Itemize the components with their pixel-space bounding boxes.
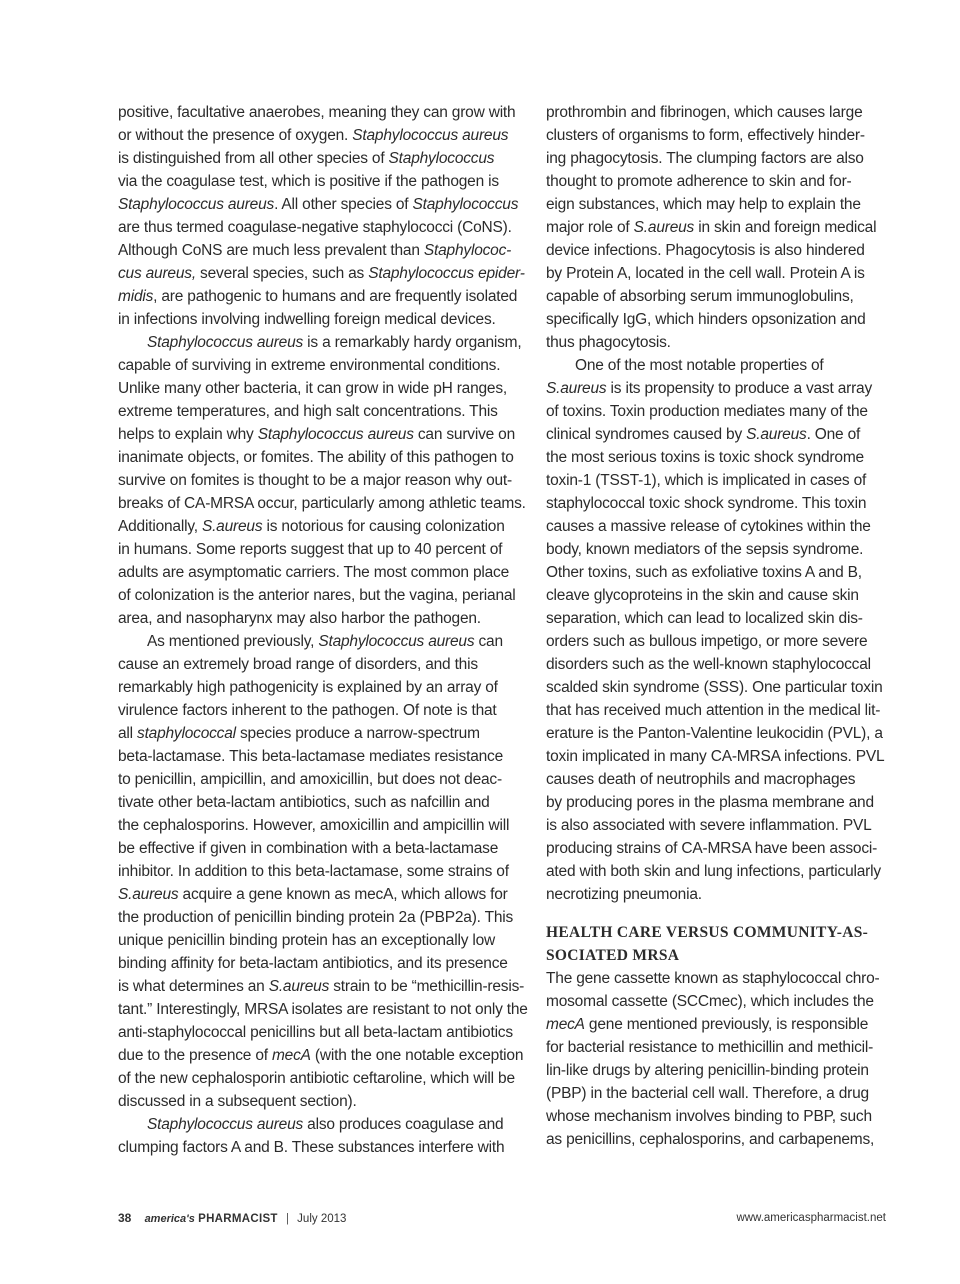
text-run: be effective if given in combination with a beta-lactamase xyxy=(118,840,499,857)
text-run: survive on fomites is thought to be a major reason why out- xyxy=(118,472,512,489)
text-run: thought to promote adherence to skin and for- xyxy=(546,173,852,190)
text-line xyxy=(118,883,528,906)
text-line xyxy=(118,538,528,561)
text-line xyxy=(546,216,886,239)
text-line xyxy=(546,170,886,193)
text-run: device infections. Phagocytosis is also hindered xyxy=(546,242,865,259)
text-run: thus phagocytosis. xyxy=(546,334,671,351)
text-run: tivate other beta-lactam antibiotics, such as nafcillin and xyxy=(118,794,490,811)
text-line xyxy=(546,124,886,147)
text-run: in infections involving indwelling foreign medical devices. xyxy=(118,311,496,328)
text-line xyxy=(546,1082,886,1105)
italic-term: mecA xyxy=(271,1047,311,1064)
text-line xyxy=(118,952,528,975)
text-line xyxy=(118,377,528,400)
text-line xyxy=(118,216,528,239)
text-line xyxy=(118,998,528,1021)
text-run: also produces coagulase and xyxy=(303,1116,504,1133)
text-run: is distinguished from all other species of xyxy=(118,150,389,167)
text-line xyxy=(118,469,528,492)
italic-term: S.aureus xyxy=(268,978,330,995)
text-run: , are pathogenic to humans and are frequently isolated xyxy=(153,288,518,305)
text-line xyxy=(546,469,886,492)
text-line xyxy=(546,1059,886,1082)
italic-term: Staphylococcus aureus xyxy=(318,633,475,650)
text-line xyxy=(546,676,886,699)
text-run: eign substances, which may help to explain the xyxy=(546,196,861,213)
text-line xyxy=(546,630,886,653)
text-run: (PBP) in the bacterial cell wall. Therefore, a drug xyxy=(546,1085,869,1102)
text-line xyxy=(118,239,528,262)
italic-term: Staphylococcus aureus xyxy=(147,334,304,351)
text-run: toxin implicated in many CA-MRSA infections. PVL xyxy=(546,748,885,765)
text-run: lin-like drugs by altering penicillin-binding protein xyxy=(546,1062,869,1079)
text-line xyxy=(546,967,886,990)
text-line xyxy=(546,515,886,538)
text-line xyxy=(118,1067,528,1090)
text-line xyxy=(546,990,886,1013)
text-line xyxy=(118,975,528,998)
text-run: remarkably high pathogenicity is explained by an array of xyxy=(118,679,498,696)
text-line xyxy=(546,561,886,584)
text-run: orders such as bullous impetigo, or more severe xyxy=(546,633,868,650)
text-run: (with the one notable exception xyxy=(310,1047,524,1064)
text-run: due to the presence of xyxy=(118,1047,272,1064)
text-run: in humans. Some reports suggest that up to 40 percent of xyxy=(118,541,503,558)
text-run: prothrombin and fibrinogen, which causes large xyxy=(546,104,863,121)
text-line xyxy=(546,423,886,446)
italic-term: Staphylococcus xyxy=(388,150,495,167)
text-line xyxy=(546,147,886,170)
text-run: are thus termed coagulase-negative staphylococci (CoNS). xyxy=(118,219,512,236)
italic-term: S.aureus xyxy=(633,219,695,236)
italic-term: Staphylococcus xyxy=(412,196,519,213)
italic-term: staphylococcal xyxy=(137,725,236,742)
text-line xyxy=(546,446,886,469)
text-run: separation, which can lead to localized skin dis- xyxy=(546,610,863,627)
text-line xyxy=(118,1021,528,1044)
text-run: positive, facultative anaerobes, meaning they can grow with xyxy=(118,104,516,121)
text-run: anti-staphylococcal penicillins but all beta-lactam antibiotics xyxy=(118,1024,513,1041)
text-line xyxy=(118,446,528,469)
text-line xyxy=(118,400,528,423)
text-line xyxy=(118,814,528,837)
text-line xyxy=(546,400,886,423)
text-line xyxy=(546,860,886,883)
text-line xyxy=(118,653,528,676)
text-run: necrotizing pneumonia. xyxy=(546,886,702,903)
text-line xyxy=(118,101,528,124)
text-line xyxy=(546,101,886,124)
text-run: As mentioned previously, xyxy=(147,633,319,650)
text-run: extreme temperatures, and high salt concentrations. This xyxy=(118,403,498,420)
text-line xyxy=(118,515,528,538)
text-line xyxy=(546,377,886,400)
text-line xyxy=(118,262,528,285)
text-line xyxy=(118,1136,528,1159)
text-line xyxy=(546,239,886,262)
text-run: as penicillins, cephalosporins, and carbapenems, xyxy=(546,1131,875,1148)
italic-term: S.aureus xyxy=(118,886,179,903)
issue-date: July 2013 xyxy=(297,1213,347,1225)
text-line xyxy=(546,308,886,331)
footer-separator: | xyxy=(285,1213,289,1225)
text-run: body, known mediators of the sepsis syndrome. xyxy=(546,541,864,558)
text-run: Although CoNS are much less prevalent than xyxy=(118,242,424,259)
text-line xyxy=(118,193,528,216)
text-run: helps to explain why xyxy=(118,426,258,443)
text-run: virulence factors inherent to the pathogen. Of note is that xyxy=(118,702,497,719)
text-line xyxy=(118,170,528,193)
text-run: unique penicillin binding protein has an exceptionally low xyxy=(118,932,496,949)
text-run: the most serious toxins is toxic shock syndrome xyxy=(546,449,864,466)
text-run: scalded skin syndrome (SSS). One particular toxin xyxy=(546,679,883,696)
text-line xyxy=(118,1044,528,1067)
text-line xyxy=(118,699,528,722)
text-run: adults are asymptomatic carriers. The most common place xyxy=(118,564,510,581)
text-line xyxy=(546,745,886,768)
text-run: One of the most notable properties of xyxy=(575,357,824,374)
text-run: is notorious for causing colonization xyxy=(262,518,505,535)
text-run: Other toxins, such as exfoliative toxins A and B, xyxy=(546,564,862,581)
magazine-name: PHARMACIST xyxy=(198,1213,278,1225)
italic-term: S.aureus xyxy=(201,518,263,535)
text-run: ing phagocytosis. The clumping factors are also xyxy=(546,150,864,167)
text-run: causes death of neutrophils and macrophages xyxy=(546,771,856,788)
text-run: capable of absorbing serum immunoglobulins, xyxy=(546,288,854,305)
text-run: major role of xyxy=(546,219,634,236)
text-run: several species, such as xyxy=(195,265,369,282)
section-spacer xyxy=(546,906,886,921)
text-run: of colonization is the anterior nares, but the vagina, perianal xyxy=(118,587,516,604)
text-run: capable of surviving in extreme environmental conditions. xyxy=(118,357,501,374)
text-run: the production of penicillin binding protein 2a (PBP2a). This xyxy=(118,909,514,926)
italic-term: midis xyxy=(118,288,154,305)
italic-term: Staphylococcus epider- xyxy=(368,265,525,282)
text-line xyxy=(546,722,886,745)
text-run: clumping factors A and B. These substances interfere with xyxy=(118,1139,505,1156)
text-line xyxy=(118,147,528,170)
text-run: producing strains of CA-MRSA have been associ- xyxy=(546,840,878,857)
text-line xyxy=(118,308,528,331)
text-line xyxy=(546,1128,886,1151)
text-line xyxy=(546,354,886,377)
text-run: is its propensity to produce a vast array xyxy=(606,380,873,397)
text-run: cause an extremely broad range of disorders, and this xyxy=(118,656,478,673)
text-run: disorders such as the well-known staphylococcal xyxy=(546,656,871,673)
italic-term: Staphylococ- xyxy=(423,242,512,259)
text-run: clinical syndromes caused by xyxy=(546,426,747,443)
text-run: inhibitor. In addition to this beta-lactamase, some strains of xyxy=(118,863,509,880)
text-run: mosomal cassette (SCCmec), which includes the xyxy=(546,993,874,1010)
text-line xyxy=(118,860,528,883)
left-column xyxy=(118,101,528,1159)
text-run: of the new cephalosporin antibiotic ceftaroline, which will be xyxy=(118,1070,515,1087)
text-line xyxy=(118,837,528,860)
text-line xyxy=(546,1105,886,1128)
text-run: inanimate objects, or fomites. The ability of this pathogen to xyxy=(118,449,514,466)
text-line xyxy=(118,354,528,377)
text-run: is also associated with severe inflammation. PVL xyxy=(546,817,872,834)
text-run: HEALTH CARE VERSUS COMMUNITY-AS- xyxy=(546,924,869,941)
text-run: clusters of organisms to form, effectively hinder- xyxy=(546,127,865,144)
magazine-name-prefix: america's xyxy=(144,1213,195,1225)
text-line xyxy=(546,607,886,630)
text-line xyxy=(118,1113,528,1136)
text-line xyxy=(546,1013,886,1036)
italic-term: cus aureus, xyxy=(118,265,196,282)
text-line xyxy=(118,607,528,630)
text-run: for bacterial resistance to methicillin and methicil- xyxy=(546,1039,874,1056)
text-run: staphylococcal toxic shock syndrome. This toxin xyxy=(546,495,867,512)
italic-term: S.aureus xyxy=(746,426,807,443)
text-run: gene mentioned previously, is responsible xyxy=(584,1016,869,1033)
text-run: can survive on xyxy=(413,426,516,443)
text-line xyxy=(546,193,886,216)
text-run: is a remarkably hardy organism, xyxy=(303,334,522,351)
text-line xyxy=(118,561,528,584)
section-heading-line xyxy=(546,921,886,944)
text-line xyxy=(118,906,528,929)
text-line xyxy=(118,722,528,745)
italic-term: Staphylococcus aureus xyxy=(257,426,414,443)
text-line xyxy=(118,630,528,653)
text-line xyxy=(546,285,886,308)
text-line xyxy=(546,653,886,676)
text-run: Unlike many other bacteria, it can grow in wide pH ranges, xyxy=(118,380,508,397)
text-run: via the coagulase test, which is positive if the pathogen is xyxy=(118,173,499,190)
text-line xyxy=(546,814,886,837)
website-url: www.americaspharmacist.net xyxy=(736,1212,886,1224)
right-column xyxy=(546,101,886,1151)
text-run: whose mechanism involves binding to PBP, such xyxy=(546,1108,872,1125)
italic-term: Staphylococcus aureus xyxy=(147,1116,304,1133)
text-run: by Protein A, located in the cell wall. Protein A is xyxy=(546,265,865,282)
text-line xyxy=(546,584,886,607)
magazine-logo xyxy=(145,1213,281,1225)
text-line xyxy=(546,492,886,515)
text-run: erature is the Panton-Valentine leukocidin (PVL), a xyxy=(546,725,883,742)
text-run: . One of xyxy=(806,426,861,443)
text-line xyxy=(546,262,886,285)
italic-term: Staphylococcus aureus xyxy=(352,127,509,144)
text-line xyxy=(118,745,528,768)
text-run: acquire a gene known as mecA, which allows for xyxy=(178,886,508,903)
text-run: ated with both skin and lung infections, particularly xyxy=(546,863,881,880)
italic-term: S.aureus xyxy=(546,380,607,397)
text-run: causes a massive release of cytokines within the xyxy=(546,518,871,535)
text-run: SOCIATED MRSA xyxy=(546,947,680,964)
text-run: species produce a narrow-spectrum xyxy=(235,725,480,742)
text-run: can xyxy=(474,633,503,650)
text-line xyxy=(118,676,528,699)
text-line xyxy=(118,331,528,354)
text-run: binding affinity for beta-lactam antibiotics, and its presence xyxy=(118,955,508,972)
text-run: discussed in a subsequent section). xyxy=(118,1093,357,1110)
text-line xyxy=(118,285,528,308)
text-run: strain to be “methicillin-resis- xyxy=(329,978,525,995)
text-run: tant.” Interestingly, MRSA isolates are resistant to not only the xyxy=(118,1001,528,1018)
text-run: toxin-1 (TSST-1), which is implicated in cases of xyxy=(546,472,867,489)
text-line xyxy=(118,124,528,147)
italic-term: mecA xyxy=(546,1016,585,1033)
italic-term: Staphylococcus aureus xyxy=(118,196,275,213)
text-run: is what determines an xyxy=(118,978,269,995)
text-line xyxy=(118,768,528,791)
text-run: area, and nasopharynx may also harbor the pathogen. xyxy=(118,610,481,627)
text-run: that has received much attention in the medical lit- xyxy=(546,702,881,719)
text-line xyxy=(118,584,528,607)
text-run: or without the presence of oxygen. xyxy=(118,127,353,144)
text-line xyxy=(546,768,886,791)
text-run: beta-lactamase. This beta-lactamase mediates resistance xyxy=(118,748,504,765)
text-line xyxy=(546,837,886,860)
text-run: specifically IgG, which hinders opsonization and xyxy=(546,311,866,328)
text-line xyxy=(546,883,886,906)
text-line xyxy=(118,791,528,814)
text-line xyxy=(546,699,886,722)
text-run: by producing pores in the plasma membrane and xyxy=(546,794,874,811)
text-run: cleave glycoproteins in the skin and cause skin xyxy=(546,587,859,604)
text-run: to penicillin, ampicillin, and amoxicillin, but does not deac- xyxy=(118,771,502,788)
page-number: 38 xyxy=(118,1211,132,1225)
text-run: The gene cassette known as staphylococcal chro- xyxy=(546,970,880,987)
page-footer xyxy=(118,1208,886,1228)
text-run: Additionally, xyxy=(118,518,202,535)
text-run: . All other species of xyxy=(274,196,413,213)
text-run: in skin and foreign medical xyxy=(694,219,877,236)
text-run: of toxins. Toxin production mediates many of the xyxy=(546,403,868,420)
text-run: all xyxy=(118,725,138,742)
text-line xyxy=(118,1090,528,1113)
text-line xyxy=(118,929,528,952)
text-line xyxy=(546,791,886,814)
text-run: breaks of CA-MRSA occur, particularly among athletic teams. xyxy=(118,495,526,512)
text-run: the cephalosporins. However, amoxicillin and ampicillin will xyxy=(118,817,510,834)
text-line xyxy=(118,423,528,446)
text-line xyxy=(118,492,528,515)
text-line xyxy=(546,331,886,354)
text-line xyxy=(546,538,886,561)
section-heading-line xyxy=(546,944,886,967)
text-line xyxy=(546,1036,886,1059)
